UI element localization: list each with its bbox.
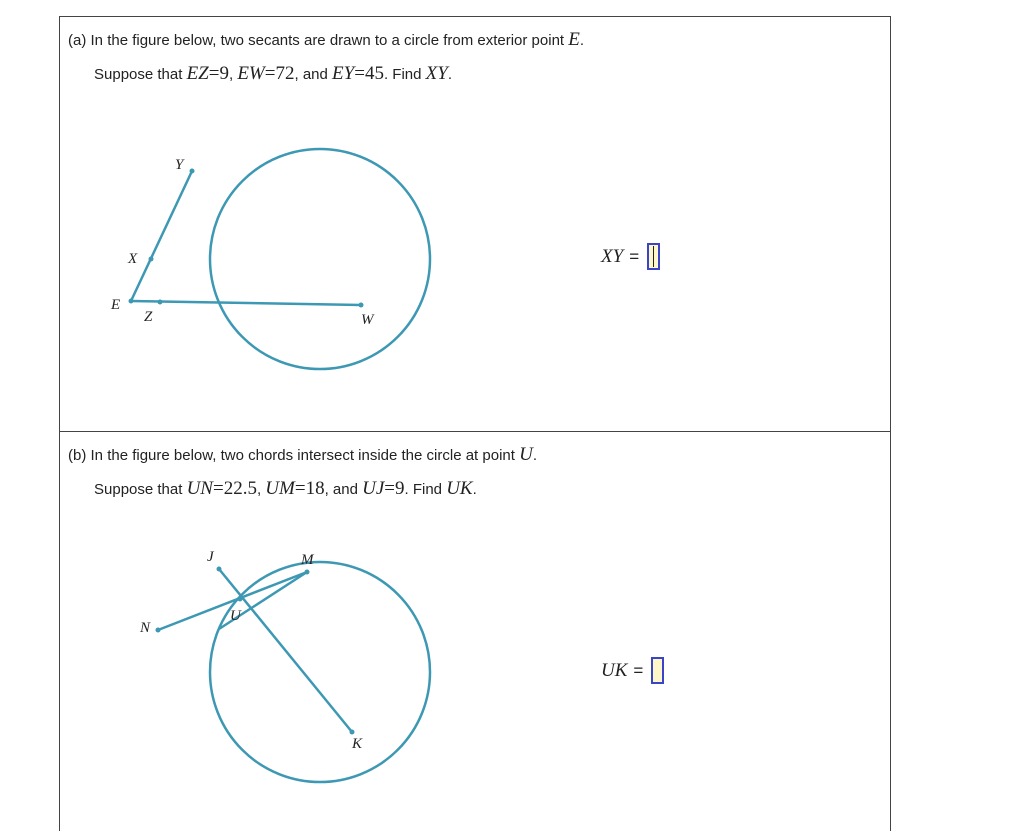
answer-input-uk[interactable] bbox=[651, 657, 664, 684]
answer-label-xy: XY bbox=[601, 245, 624, 267]
point-z-dot bbox=[158, 300, 163, 305]
point-w-dot bbox=[359, 303, 364, 308]
answer-row-b: UK = bbox=[601, 657, 664, 684]
given-ey-value: 45 bbox=[364, 63, 384, 84]
secant-eyx bbox=[131, 171, 192, 301]
part-label-a: (a) bbox=[68, 32, 87, 49]
point-name-e: E bbox=[568, 29, 580, 50]
circle-a bbox=[210, 149, 430, 369]
question-panel-b bbox=[59, 431, 891, 831]
point-k-dot bbox=[350, 730, 355, 735]
given-ez-value: 9 bbox=[219, 63, 229, 84]
secant-figure bbox=[60, 17, 892, 433]
given-uj-var: UJ bbox=[362, 478, 385, 499]
point-label-y: Y bbox=[175, 157, 184, 173]
question-a-text: In the figure below, two secants are drawn to a circle from exterior point bbox=[90, 32, 565, 49]
question-a-line2: Suppose that EZ=9, EW=72, and EY=45. Find XY. bbox=[94, 63, 452, 84]
point-j-dot bbox=[217, 567, 222, 572]
point-name-u: U bbox=[519, 444, 533, 465]
point-m-dot bbox=[305, 570, 310, 575]
point-e-dot bbox=[129, 299, 134, 304]
given-un-value: 22.5 bbox=[223, 478, 257, 499]
circle-b bbox=[210, 562, 430, 782]
given-ey-var: EY bbox=[332, 63, 355, 84]
answer-row-a: XY = bbox=[601, 243, 660, 270]
point-u-dot bbox=[238, 597, 243, 602]
question-b-text: In the figure below, two chords intersect inside the circle at point bbox=[90, 447, 515, 464]
chord-figure bbox=[60, 432, 892, 832]
point-label-m: M bbox=[301, 552, 314, 568]
part-label-b: (b) bbox=[68, 447, 87, 464]
answer-input-xy[interactable] bbox=[647, 243, 660, 270]
point-label-k: K bbox=[352, 736, 363, 752]
secant-ezw bbox=[131, 301, 361, 305]
find-xy-var: XY bbox=[425, 63, 448, 84]
point-label-x: X bbox=[128, 251, 138, 267]
point-x-dot bbox=[149, 257, 154, 262]
given-un-var: UN bbox=[186, 478, 213, 499]
point-label-w: W bbox=[361, 312, 374, 328]
given-uj-value: 9 bbox=[395, 478, 405, 499]
answer-label-uk: UK bbox=[601, 659, 628, 681]
point-y-dot bbox=[190, 169, 195, 174]
given-um-value: 18 bbox=[305, 478, 325, 499]
question-panel-a bbox=[59, 16, 891, 432]
given-ew-value: 72 bbox=[275, 63, 295, 84]
given-ew-var: EW bbox=[237, 63, 265, 84]
chord-jk bbox=[219, 569, 352, 732]
find-uk-var: UK bbox=[446, 478, 473, 499]
given-ez-var: EZ bbox=[186, 63, 209, 84]
point-label-n: N bbox=[140, 620, 151, 636]
point-n-dot bbox=[156, 628, 161, 633]
question-b-line2: Suppose that UN=22.5, UM=18, and UJ=9. Find UK. bbox=[94, 478, 477, 499]
point-label-j: J bbox=[207, 549, 214, 565]
given-um-var: UM bbox=[265, 478, 295, 499]
point-label-z: Z bbox=[144, 309, 153, 325]
point-label-u: U bbox=[230, 608, 241, 624]
question-a-line1: (a) In the figure below, two secants are drawn to a circle from exterior point E. bbox=[68, 29, 585, 50]
question-b-line1: (b) In the figure below, two chords intersect inside the circle at point U. bbox=[68, 444, 537, 465]
point-label-e: E bbox=[111, 297, 121, 313]
